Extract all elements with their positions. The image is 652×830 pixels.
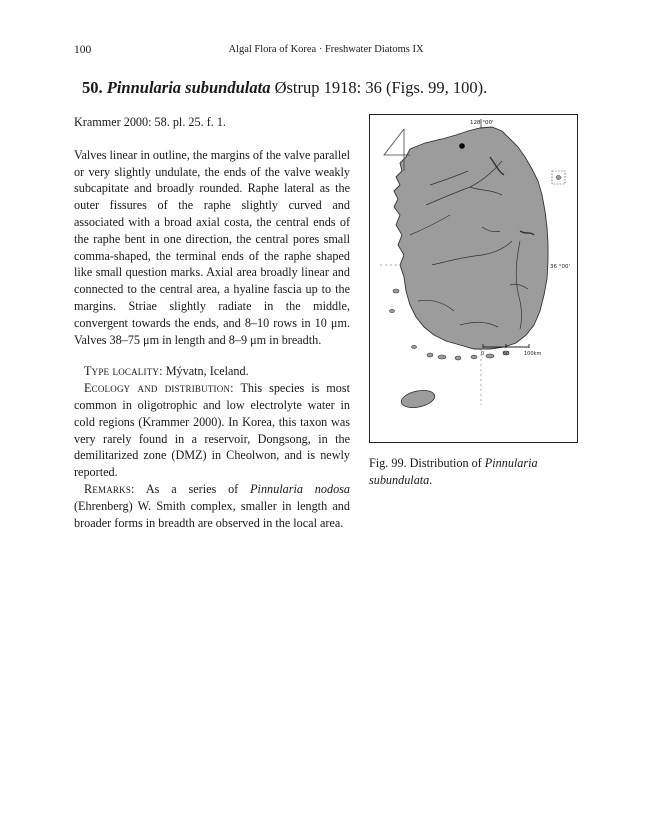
longitude-label: 128 °00' bbox=[470, 120, 494, 126]
type-locality-label: Type locality: bbox=[84, 364, 163, 379]
remarks-label: Remarks: bbox=[84, 481, 135, 496]
species-name: Pinnularia subundulata bbox=[106, 78, 271, 97]
page-number: 100 bbox=[74, 44, 92, 56]
type-locality-text: Mývatn, Iceland. bbox=[165, 364, 249, 379]
island bbox=[393, 289, 399, 293]
scale-label: 50 bbox=[503, 351, 510, 357]
running-head: Algal Flora of Korea · Freshwater Diatoms IX bbox=[228, 44, 424, 55]
korea-map bbox=[370, 115, 577, 442]
sampling-site-marker bbox=[459, 143, 465, 149]
species-title bbox=[82, 78, 487, 98]
remarks-species: Pinnularia nodosa bbox=[250, 481, 350, 496]
island bbox=[412, 345, 417, 348]
reference: Krammer 2000: 58. pl. 25. f. 1. bbox=[74, 115, 226, 129]
latitude-label: 36 °00' bbox=[550, 264, 571, 270]
remarks-text-before: As a series of bbox=[145, 481, 239, 496]
scale-label: 0 bbox=[481, 351, 485, 357]
distribution-map-figure bbox=[369, 114, 578, 443]
jeju-island bbox=[400, 388, 437, 411]
ecology-text: This species is most common in oligotrophic and low electrolyte water in cold regions (Krammer 2000). In Korea, this taxon was very rarely found in a reservoir, Dongsong, in the demilitarized zone (DMZ) in Cheolwon, and is newly reported. bbox=[74, 381, 351, 480]
ecology-label: Ecology and distribution: bbox=[84, 381, 234, 396]
island bbox=[390, 309, 395, 312]
island bbox=[486, 354, 494, 358]
caption-species: Pinnularia subundulata bbox=[369, 456, 538, 487]
scale-label: 100km bbox=[524, 351, 542, 357]
island bbox=[471, 355, 477, 359]
island bbox=[427, 353, 433, 357]
text-column bbox=[74, 114, 350, 531]
page-header bbox=[74, 44, 578, 60]
description: Valves linear in outline, the margins of the valve parallel or very slightly undulate, the ends of the valve weakly subcapitate and broadly rounded. Raphe lateral as the outer fissures of the raphe slightly curved and associated with a broad axial costa, the central ends of the raphe bent in one direction, the central pores small comma-shaped, the terminal ends of the raphe shaped like small question marks. Axial area broadly linear and connected to the central area, a hyaline fascia up to the margins. Striae slightly radiate in the middle, convergent towards the ends, and 8–10 rows in 10 μm. Valves 38–75 μm in length and 8–9 μm in breadth. bbox=[74, 147, 350, 347]
caption-suffix: . bbox=[429, 472, 433, 487]
remarks-text-after: (Ehrenberg) W. Smith complex, smaller in length and broader forms in breadth are observed in the local area. bbox=[74, 498, 350, 530]
island bbox=[455, 356, 461, 360]
figure-caption bbox=[369, 455, 581, 488]
island bbox=[438, 355, 446, 359]
species-number: 50. bbox=[82, 78, 103, 97]
type-locality bbox=[74, 363, 350, 380]
peninsula-shape bbox=[394, 127, 548, 349]
remarks bbox=[74, 481, 350, 531]
species-authority: Østrup 1918: 36 (Figs. 99, 100). bbox=[274, 78, 488, 97]
ecology-distribution bbox=[74, 380, 350, 481]
caption-prefix: Fig. 99. Distribution of bbox=[369, 456, 482, 470]
ulleungdo-island bbox=[556, 176, 561, 180]
